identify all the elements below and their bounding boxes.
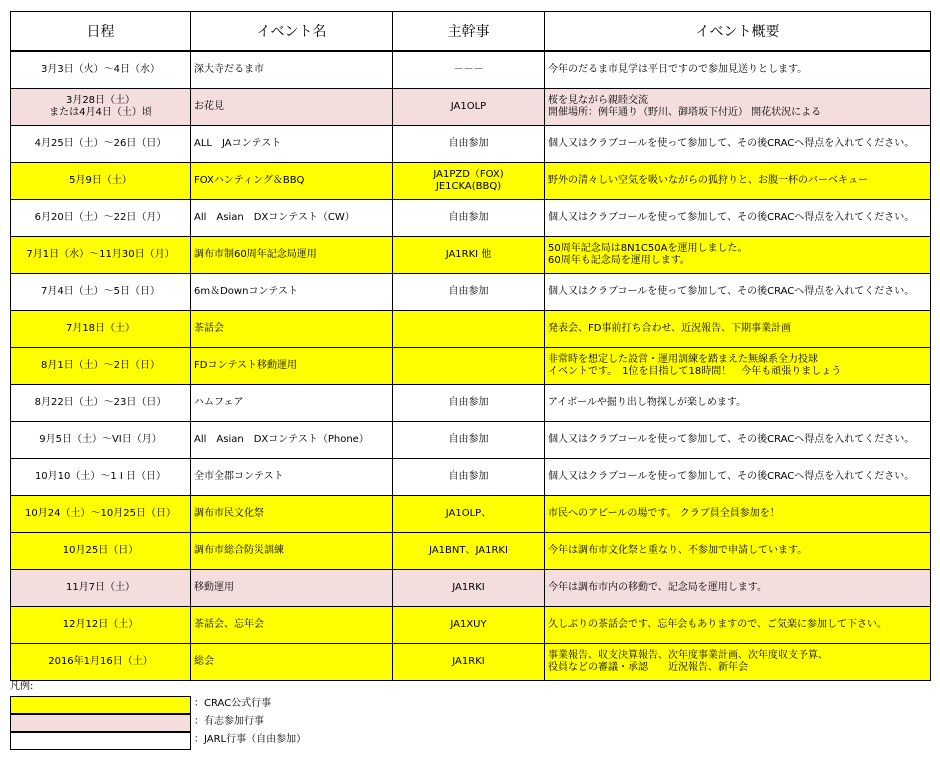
- date-cell: 7月1日（水）～11月30日（月）: [11, 237, 191, 274]
- summary-cell: 個人又はクラブコールを使って参加して、その後CRACへ得点を入れてください。: [545, 200, 931, 237]
- host-cell: 自由参加: [393, 126, 545, 163]
- header-event-name: イベント名: [191, 12, 393, 52]
- host-cell: JA1RKI: [393, 570, 545, 607]
- event-name-cell: 総会: [191, 644, 393, 681]
- date-cell: 8月1日（土）～2日（日）: [11, 348, 191, 385]
- legend-swatch: [10, 714, 191, 732]
- host-cell: [393, 348, 545, 385]
- table-row: [11, 126, 931, 163]
- legend-item-official: [10, 696, 430, 713]
- table-row: [11, 200, 931, 237]
- host-cell: JA1BNT、JA1RKI: [393, 533, 545, 570]
- summary-cell: 市民へのアピールの場です。 クラブ員全員参加を！: [545, 496, 931, 533]
- host-cell: －－－: [393, 51, 545, 89]
- event-name-cell: All Asian DXコンテスト（CW）: [191, 200, 393, 237]
- host-cell: JA1XUY: [393, 607, 545, 644]
- summary-cell: 個人又はクラブコールを使って参加して、その後CRACへ得点を入れてください。: [545, 126, 931, 163]
- header-host: 主幹事: [393, 12, 545, 52]
- date-cell: 5月9日（土）: [11, 163, 191, 200]
- event-name-cell: 調布市総合防災訓練: [191, 533, 393, 570]
- date-cell: 11月7日（土）: [11, 570, 191, 607]
- summary-cell: 野外の清々しい空気を吸いながらの狐狩りと、お腹一杯のバーベキュー: [545, 163, 931, 200]
- event-name-cell: 6m＆Downコンテスト: [191, 274, 393, 311]
- table-row: [11, 533, 931, 570]
- event-name-cell: 全市全郡コンテスト: [191, 459, 393, 496]
- header-date: 日程: [11, 12, 191, 52]
- date-cell: 3月3日（火）～4日（水）: [11, 51, 191, 89]
- event-name-cell: 深大寺だるま市: [191, 51, 393, 89]
- table-header-row: [11, 12, 931, 52]
- legend-item-volunteer: [10, 714, 430, 731]
- host-cell: JA1OLP: [393, 89, 545, 126]
- event-name-cell: 調布市民文化祭: [191, 496, 393, 533]
- host-cell: 自由参加: [393, 274, 545, 311]
- legend-label: ：CRAC公式行事: [194, 698, 272, 709]
- table-row: [11, 274, 931, 311]
- table-row: [11, 422, 931, 459]
- summary-cell: 非常時を想定した設営・運用訓練を踏まえた無線系全力投球 イベントです。 1位を目指して18時間！ 今年も頑張りましょう: [545, 348, 931, 385]
- table-row: [11, 644, 931, 681]
- table-row: [11, 570, 931, 607]
- event-name-cell: FDコンテスト移動運用: [191, 348, 393, 385]
- table-row: [11, 385, 931, 422]
- table-row: [11, 237, 931, 274]
- event-name-cell: 移動運用: [191, 570, 393, 607]
- table-body: [11, 51, 931, 681]
- table-row: [11, 348, 931, 385]
- summary-cell: 今年は調布市文化祭と重なり、不参加で申請しています。: [545, 533, 931, 570]
- summary-cell: 50周年記念局は8N1C50Aを運用しました。 60周年も記念局を運用します。: [545, 237, 931, 274]
- host-cell: JA1RKI: [393, 644, 545, 681]
- table-row: [11, 607, 931, 644]
- host-cell: JA1RKI 他: [393, 237, 545, 274]
- legend-swatch: [10, 696, 191, 714]
- summary-cell: 桜を見ながら親睦交流 開催場所：例年通り（野川、御塔坂下付近） 開花状況による: [545, 89, 931, 126]
- table-row: [11, 459, 931, 496]
- event-name-cell: 茶話会: [191, 311, 393, 348]
- event-name-cell: ALL JAコンテスト: [191, 126, 393, 163]
- date-cell: 2016年1月16日（土）: [11, 644, 191, 681]
- summary-cell: 個人又はクラブコールを使って参加して、その後CRACへ得点を入れてください。: [545, 459, 931, 496]
- summary-cell: 今年は調布市内の移動で、記念局を運用します。: [545, 570, 931, 607]
- table-row: [11, 311, 931, 348]
- event-schedule-table: [10, 11, 931, 681]
- host-cell: 自由参加: [393, 459, 545, 496]
- date-cell: 10月25日（日）: [11, 533, 191, 570]
- host-cell: 自由参加: [393, 385, 545, 422]
- event-name-cell: 調布市制60周年記念局運用: [191, 237, 393, 274]
- summary-cell: アイボールや掘り出し物探しが楽しめます。: [545, 385, 931, 422]
- event-name-cell: All Asian DXコンテスト（Phone）: [191, 422, 393, 459]
- table-row: [11, 51, 931, 89]
- table-row: [11, 163, 931, 200]
- date-cell: 4月25日（土）～26日（日）: [11, 126, 191, 163]
- table-row: [11, 496, 931, 533]
- host-cell: 自由参加: [393, 422, 545, 459]
- date-cell: 12月12日（土）: [11, 607, 191, 644]
- date-cell: 10月10（土）～1 I 日（日）: [11, 459, 191, 496]
- summary-cell: 発表会、FD事前打ち合わせ、近況報告、下期事業計画: [545, 311, 931, 348]
- date-cell: 10月24（土）～10月25日（日）: [11, 496, 191, 533]
- date-cell: 7月4日（土）～5日（日）: [11, 274, 191, 311]
- legend-swatch: [10, 732, 191, 750]
- legend-label: ：有志参加行事: [194, 716, 264, 727]
- legend-label: ：JARL行事（自由参加）: [194, 734, 307, 745]
- date-cell: 6月20日（土）～22日（月）: [11, 200, 191, 237]
- summary-cell: 久しぶりの茶話会です、忘年会もありますので、ご気楽に参加して下さい。: [545, 607, 931, 644]
- event-name-cell: お花見: [191, 89, 393, 126]
- summary-cell: 個人又はクラブコールを使って参加して、その後CRACへ得点を入れてください。: [545, 274, 931, 311]
- summary-cell: 事業報告、収支決算報告、次年度事業計画、次年度収支予算、 役員などの審議・承認 近況報告、新年会: [545, 644, 931, 681]
- host-cell: JA1PZD（FOX) JE1CKA(BBQ): [393, 163, 545, 200]
- event-name-cell: ハムフェア: [191, 385, 393, 422]
- summary-cell: 個人又はクラブコールを使って参加して、その後CRACへ得点を入れてください。: [545, 422, 931, 459]
- summary-cell: 今年のだるま市見学は平日ですので参加見送りとします。: [545, 51, 931, 89]
- date-cell: 3月28日（土） または4月4日（土）頃: [11, 89, 191, 126]
- host-cell: [393, 311, 545, 348]
- legend-title: 凡例:: [10, 681, 34, 692]
- header-summary: イベント概要: [545, 12, 931, 52]
- event-name-cell: FOXハンティング＆BBQ: [191, 163, 393, 200]
- date-cell: 9月5日（土）～VI日（月）: [11, 422, 191, 459]
- date-cell: 7月18日（土）: [11, 311, 191, 348]
- event-name-cell: 茶話会、忘年会: [191, 607, 393, 644]
- host-cell: JA1OLP、: [393, 496, 545, 533]
- table-row: [11, 89, 931, 126]
- host-cell: 自由参加: [393, 200, 545, 237]
- date-cell: 8月22日（土）～23日（日）: [11, 385, 191, 422]
- legend-item-jarl: [10, 732, 430, 749]
